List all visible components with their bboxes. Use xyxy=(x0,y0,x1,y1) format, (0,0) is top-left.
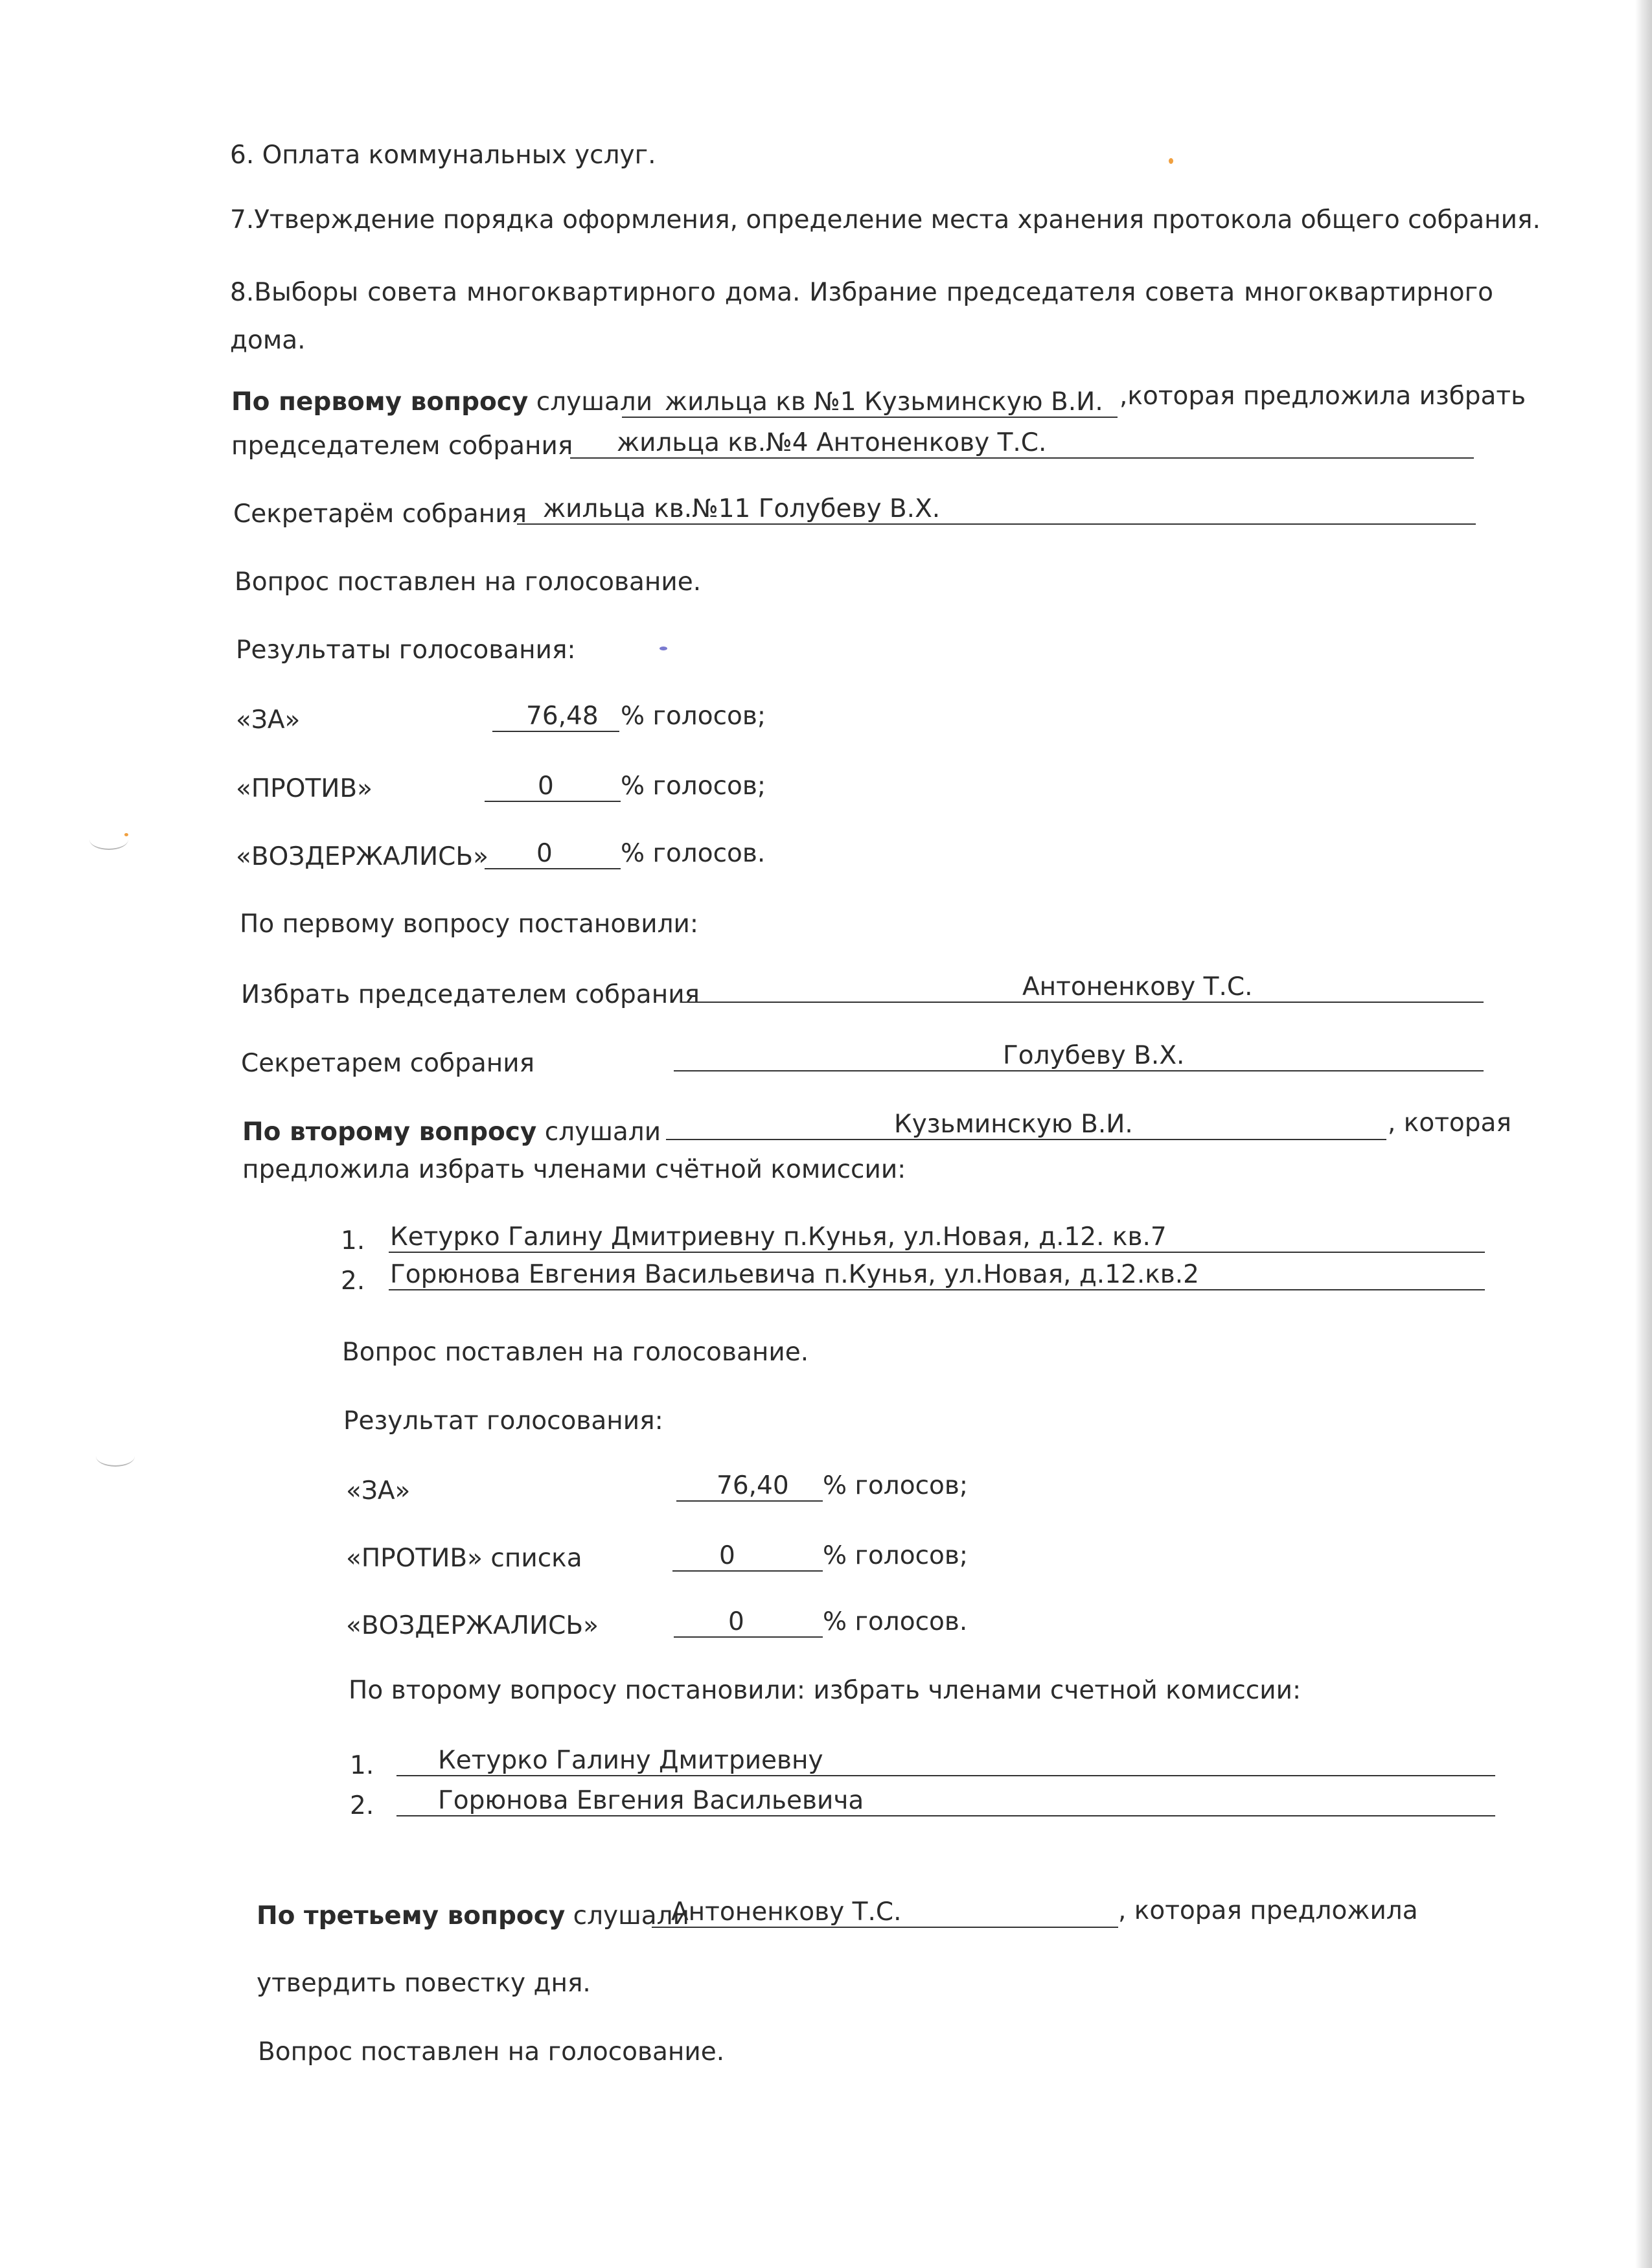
q1-elect-chair-value: Антоненкову Т.С. xyxy=(1022,972,1253,1002)
q2-vote-suffix-abstain: % голосов. xyxy=(823,1607,968,1636)
q2-resolved: По второму вопросу постановили: избрать членами счетной комиссии: xyxy=(349,1676,1302,1705)
q2-vote-label-for: «ЗА» xyxy=(346,1476,411,1506)
q1-vote-suffix-for: % голосов; xyxy=(621,702,766,731)
q1-vote-label-against: «ПРОТИВ» xyxy=(236,774,373,803)
q1-heard-word: слушали xyxy=(528,387,653,417)
q2-proposal-line2: предложила избрать членами счётной комиссии: xyxy=(242,1155,906,1184)
q1-results-label: Результаты голосования: xyxy=(236,636,576,665)
q2-vote-value-against: 0 xyxy=(719,1541,735,1570)
agenda-item-7: 7.Утверждение порядка оформления, определение места хранения протокола общего собрания. xyxy=(230,205,1541,235)
q2-speaker-field xyxy=(666,1109,1386,1140)
q1-chair-value: жильца кв.№4 Антоненкову Т.С. xyxy=(617,428,1047,457)
q2-elected-1-text: Кетурко Галину Дмитриевну xyxy=(438,1746,823,1775)
q2-elected-1-field xyxy=(396,1745,1495,1776)
q2-vote-label-abstain: «ВОЗДЕРЖАЛИСЬ» xyxy=(346,1611,599,1640)
scan-speck xyxy=(1169,158,1173,164)
q1-elect-chair-label: Избрать председателем собрания xyxy=(241,980,700,1009)
q1-vote-field-against xyxy=(485,771,621,802)
q2-vote-suffix-against: % голосов; xyxy=(823,1541,969,1570)
q1-vote-field-for xyxy=(492,701,619,732)
scan-hole-mark xyxy=(89,829,128,850)
scan-speck xyxy=(660,647,667,650)
q1-vote-label-abstain: «ВОЗДЕРЖАЛИСЬ» xyxy=(236,842,488,871)
q2-heard-line xyxy=(242,1117,661,1148)
q2-speaker: Кузьминскую В.И. xyxy=(894,1110,1133,1139)
q2-vote-field-against xyxy=(672,1541,823,1572)
q1-speaker: жильца кв №1 Кузьминскую В.И. xyxy=(665,387,1103,417)
q1-vote-suffix-against: % голосов; xyxy=(621,772,766,801)
q1-heard-line xyxy=(231,387,652,418)
q3-speaker-field xyxy=(652,1897,1118,1928)
q2-elected-2-field xyxy=(396,1785,1495,1816)
q2-vote-value-abstain: 0 xyxy=(728,1607,744,1636)
q2-results-label: Результат голосования: xyxy=(343,1406,663,1436)
scan-speck xyxy=(124,833,128,836)
q1-elect-secretary-label: Секретарем собрания xyxy=(241,1049,535,1078)
q1-chair-field xyxy=(570,428,1474,459)
q1-elect-secretary-field xyxy=(674,1040,1484,1071)
q2-vote-field-for xyxy=(676,1471,823,1502)
agenda-item-6: 6. Оплата коммунальных услуг. xyxy=(230,141,656,170)
q3-heard-line xyxy=(257,1901,689,1932)
q1-proposal: ,которая предложила избрать xyxy=(1119,382,1526,411)
q2-put-to-vote: Вопрос поставлен на голосование. xyxy=(342,1338,809,1367)
q3-heard-word: слушали xyxy=(565,1901,689,1930)
q1-vote-label-for: «ЗА» xyxy=(236,705,301,735)
scan-page-edge xyxy=(1635,0,1652,2268)
q1-speaker-field xyxy=(622,387,1118,418)
q2-proposal-tail: , которая xyxy=(1388,1108,1511,1138)
q1-vote-value-for: 76,48 xyxy=(526,702,599,731)
q2-candidate-1-num: 1. xyxy=(341,1226,365,1255)
q2-candidate-2-field xyxy=(389,1259,1485,1290)
scan-hole-mark xyxy=(96,1446,135,1467)
q1-put-to-vote: Вопрос поставлен на голосование. xyxy=(235,567,702,597)
q2-vote-value-for: 76,40 xyxy=(717,1471,789,1500)
q1-secretary-label: Секретарём собрания xyxy=(233,499,527,529)
q2-candidate-2-num: 2. xyxy=(341,1266,365,1296)
q2-elected-2-text: Горюнова Евгения Васильевича xyxy=(438,1786,864,1815)
q1-heading: По первому вопросу xyxy=(231,387,529,417)
q1-secretary-field xyxy=(517,494,1476,525)
q1-elect-chair-field xyxy=(680,972,1484,1003)
agenda-item-8: 8.Выборы совета многоквартирного дома. Избрание председателя совета многоквартирного дома. xyxy=(230,278,1493,355)
q1-resolved: По первому вопросу постановили: xyxy=(240,910,698,939)
q2-heading: По второму вопросу xyxy=(242,1117,537,1147)
q2-elected-1-num: 1. xyxy=(350,1751,374,1780)
q3-line2: утвердить повестку дня. xyxy=(257,1969,591,1998)
q3-proposal: , которая предложила xyxy=(1118,1896,1418,1925)
q2-candidate-1-text: Кетурко Галину Дмитриевну п.Кунья, ул.Новая, д.12. кв.7 xyxy=(390,1222,1167,1252)
q1-elect-secretary-value: Голубеву В.Х. xyxy=(1003,1041,1185,1070)
q1-secretary-value: жильца кв.№11 Голубеву В.Х. xyxy=(543,494,941,523)
q2-candidate-2-text: Горюнова Евгения Васильевича п.Кунья, ул.Новая, д.12.кв.2 xyxy=(390,1260,1199,1289)
q3-heading: По третьему вопросу xyxy=(257,1901,566,1930)
q2-candidate-1-field xyxy=(389,1222,1485,1253)
q1-vote-value-against: 0 xyxy=(538,772,554,801)
q2-vote-field-abstain xyxy=(674,1607,823,1638)
q3-speaker: Антоненкову Т.С. xyxy=(671,1897,902,1927)
q2-vote-suffix-for: % голосов; xyxy=(823,1471,969,1500)
q1-chair-label: председателем собрания xyxy=(231,431,573,461)
q1-vote-field-abstain xyxy=(485,838,621,869)
q2-vote-label-against: «ПРОТИВ» списка xyxy=(346,1544,582,1573)
q2-heard-word: слушали xyxy=(536,1117,661,1147)
q3-put-to-vote: Вопрос поставлен на голосование. xyxy=(258,2037,725,2067)
q2-elected-2-num: 2. xyxy=(350,1791,374,1820)
q1-vote-value-abstain: 0 xyxy=(536,839,553,868)
q1-vote-suffix-abstain: % голосов. xyxy=(621,839,766,868)
